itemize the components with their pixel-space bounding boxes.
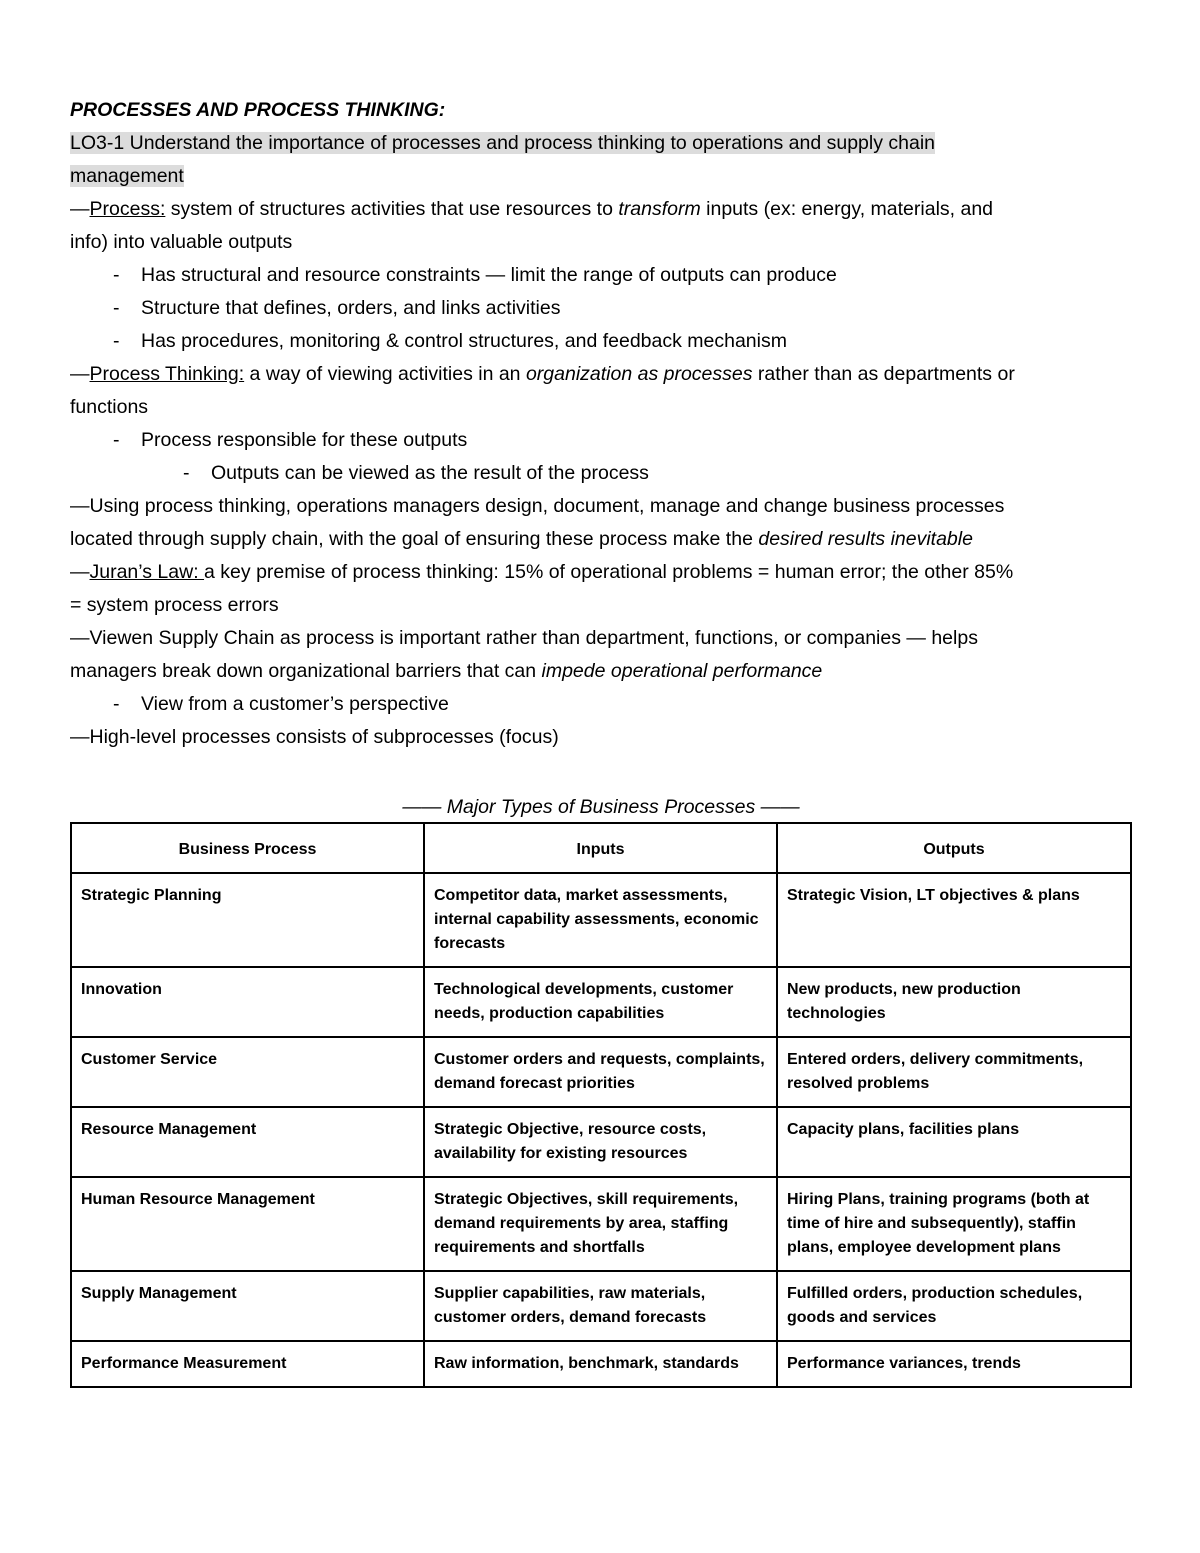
- outputs-cell: Strategic Vision, LT objectives & plans: [777, 873, 1131, 967]
- process-definition: —Process: system of structures activities that use resources to transform inputs (ex: energy, materials, and: [70, 198, 994, 220]
- lo-line-1: LO3-1 Understand the importance of processes and process thinking to operations and supply chain: [70, 132, 936, 154]
- table-row: [71, 1177, 1131, 1271]
- process-thinking-term: Process Thinking:: [89, 363, 245, 385]
- using-process-thinking: —Using process thinking, operations managers design, document, manage and change business processes: [70, 495, 1005, 517]
- table-row: [71, 1271, 1131, 1341]
- list-item: - Has procedures, monitoring & control structures, and feedback mechanism: [113, 330, 787, 352]
- supply-chain-view: —Viewen Supply Chain as process is important rather than department, functions, or companies — helps: [70, 627, 978, 649]
- outputs-cell: New products, new production technologies: [777, 967, 1131, 1037]
- process-cell: Human Resource Management: [71, 1177, 424, 1271]
- process-cell: Strategic Planning: [71, 873, 424, 967]
- process-cell: Performance Measurement: [71, 1341, 424, 1387]
- process-term: Process:: [89, 198, 166, 220]
- list-item: - View from a customer’s perspective: [113, 693, 449, 715]
- page-title: PROCESSES AND PROCESS THINKING:: [70, 99, 446, 121]
- column-header: Outputs: [777, 823, 1131, 873]
- table-row: [71, 873, 1131, 967]
- inputs-cell: Customer orders and requests, complaints, demand forecast priorities: [424, 1037, 777, 1107]
- process-cell: Customer Service: [71, 1037, 424, 1107]
- jurans-law-term: Juran’s Law:: [89, 561, 205, 583]
- high-level-processes: —High-level processes consists of subprocesses (focus): [70, 726, 559, 748]
- table-row: [71, 1037, 1131, 1107]
- learning-objective: [70, 127, 1132, 160]
- inputs-cell: Raw information, benchmark, standards: [424, 1341, 777, 1387]
- outputs-cell: Fulfilled orders, production schedules, goods and services: [777, 1271, 1131, 1341]
- outputs-cell: Hiring Plans, training programs (both at time of hire and subsequently), staffin plans, employee development plans: [777, 1177, 1131, 1271]
- list-item: - Structure that defines, orders, and links activities: [113, 297, 561, 319]
- process-cell: Supply Management: [71, 1271, 424, 1341]
- table-caption: —— Major Types of Business Processes ——: [402, 796, 800, 818]
- inputs-cell: Strategic Objective, resource costs, availability for existing resources: [424, 1107, 777, 1177]
- business-processes-table: [70, 822, 1132, 1388]
- table-row: [71, 1341, 1131, 1387]
- notes-body: PROCESSES AND PROCESS THINKING: LO3-1 Understand the importance of processes and process thinking to operations and supply chain management —Process: system of structures activities that use resources to transform inputs (ex: energy, materials, and info) into valuable outputs - Has structural and resource constraints — limit the range of outputs can produce - Structure that defines, orders, and links activities - Has procedures, monitoring & control structures, and feedback mechanism —Process Thinking: a way of viewing activities in an organization as processes rather than as departments or functions - Process responsible for these outputs - Outputs can be viewed as the result of the process —Using process thinking, operations managers design, document, manage and change business processes located through supply chain, with the goal of ensuring these process make the desired results inevitable —Juran’s Law: a key premise of process thinking: 15% of operational problems = human error; the other 85% = system process errors —Viewen Supply Chain as process is important rather than department, functions, or companies — helps managers break down organizational barriers that can impede operational performance - View from a customer’s perspective —High-level processes consists of subprocesses (focus): [70, 94, 1132, 754]
- table-header-row: [71, 823, 1131, 873]
- jurans-law: —Juran’s Law: a key premise of process thinking: 15% of operational problems = human error; the other 85%: [70, 561, 1014, 583]
- column-header: Inputs: [424, 823, 777, 873]
- list-item: - Has structural and resource constraints — limit the range of outputs can produce: [113, 264, 837, 286]
- column-header: Business Process: [71, 823, 424, 873]
- inputs-cell: Competitor data, market assessments, internal capability assessments, economic forecasts: [424, 873, 777, 967]
- list-item: - Process responsible for these outputs: [113, 429, 468, 451]
- process-cell: Resource Management: [71, 1107, 424, 1177]
- document-page: [70, 94, 1132, 1372]
- table-row: [71, 1107, 1131, 1177]
- outputs-cell: Capacity plans, facilities plans: [777, 1107, 1131, 1177]
- lo-line-2: management: [70, 165, 184, 187]
- process-cell: Innovation: [71, 967, 424, 1037]
- process-thinking-definition: —Process Thinking: a way of viewing activities in an organization as processes rather than as departments or: [70, 363, 1015, 385]
- outputs-cell: Entered orders, delivery commitments, resolved problems: [777, 1037, 1131, 1107]
- inputs-cell: Technological developments, customer needs, production capabilities: [424, 967, 777, 1037]
- outputs-cell: Performance variances, trends: [777, 1341, 1131, 1387]
- sub-list-item: - Outputs can be viewed as the result of the process: [183, 462, 649, 484]
- inputs-cell: Strategic Objectives, skill requirements, demand requirements by area, staffing requirements and shortfalls: [424, 1177, 777, 1271]
- inputs-cell: Supplier capabilities, raw materials, customer orders, demand forecasts: [424, 1271, 777, 1341]
- table-row: [71, 967, 1131, 1037]
